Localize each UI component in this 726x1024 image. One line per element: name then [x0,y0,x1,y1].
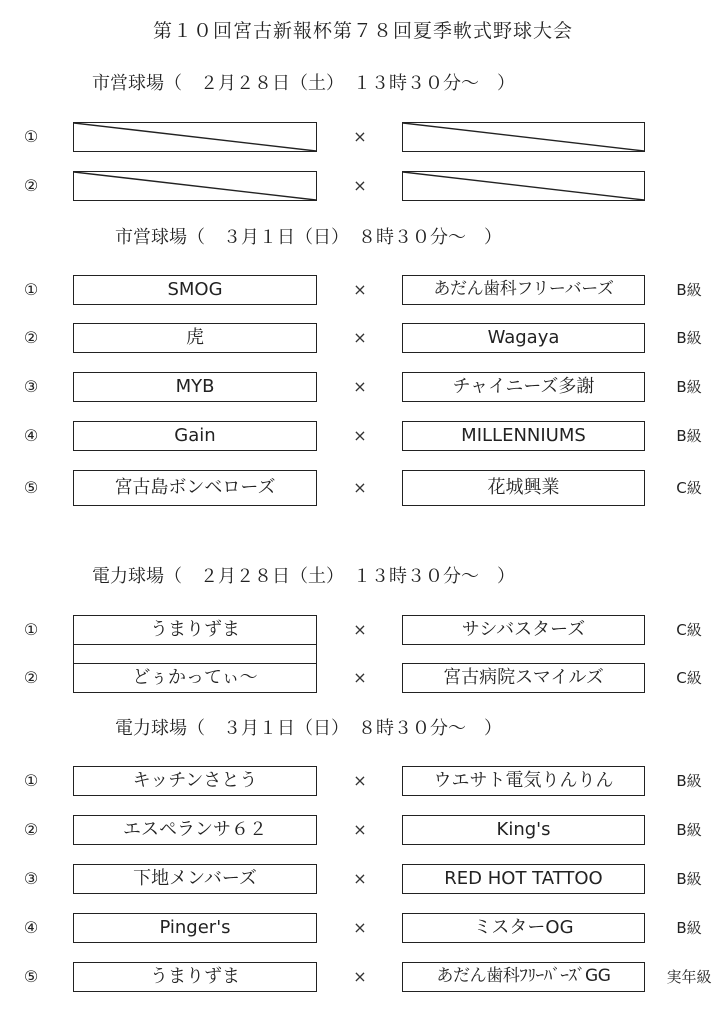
vs-symbol: × [353,280,367,299]
team-a-empty-slot [73,122,317,152]
vs-symbol: × [353,820,367,839]
match-number: ③ [23,869,39,888]
match-number: ⑤ [23,967,39,986]
vs-symbol: × [353,328,367,347]
team-a-name: キッチンさとう [73,766,317,796]
match-number: ① [23,280,39,299]
section-heading-city-0301: 市営球場（ ３月１日（日） ８時３０分～ ） [115,227,502,248]
team-b-name: チャイニーズ多謝 [402,372,645,402]
grade-label: C級 [676,621,702,639]
team-b-name: ミスターOG [402,913,645,943]
grade-label: B級 [676,870,702,888]
section-heading-power-0228: 電力球場（ ２月２８日（土） １３時３０分～ ） [92,566,515,587]
tournament-title: 第１０回宮古新報杯第７８回夏季軟式野球大会 [152,20,573,42]
vs-symbol: × [353,478,367,497]
diagonal-strike [74,172,316,200]
match-number: ③ [23,377,39,396]
match-number: ④ [23,426,39,445]
grade-label: B級 [676,329,702,347]
team-a-name: SMOG [73,275,317,305]
diagonal-strike [74,123,316,151]
vs-symbol: × [353,869,367,888]
match-number: ② [23,328,39,347]
vs-symbol: × [353,127,367,146]
section-heading-power-0301: 電力球場（ ３月１日（日） ８時３０分～ ） [115,718,502,739]
grade-label: C級 [676,479,702,497]
team-a-name: Pinger's [73,913,317,943]
team-b-empty-slot [402,171,645,201]
match-number: ② [23,176,39,195]
grade-label: B級 [676,378,702,396]
team-b-name: Wagaya [402,323,645,353]
vs-symbol: × [353,668,367,687]
team-b-name: ウエサト電気りんりん [402,766,645,796]
vs-symbol: × [353,377,367,396]
team-a-name: Gain [73,421,317,451]
match-number: ① [23,620,39,639]
team-a-name: 宮古島ボンベローズ [73,470,317,506]
team-a-name: 虎 [73,323,317,353]
team-b-name: サシバスターズ [402,615,645,645]
match-number: ⑤ [23,478,39,497]
team-b-name: 宮古病院スマイルズ [402,663,645,693]
team-b-name: King's [402,815,645,845]
team-b-name: 花城興業 [402,470,645,506]
vs-symbol: × [353,620,367,639]
grade-label: B級 [676,821,702,839]
vs-symbol: × [353,918,367,937]
match-number: ② [23,820,39,839]
team-b-name: あだん歯科フリーバーズ [402,275,645,305]
grade-label: 実年級 [666,968,712,986]
grade-label: B級 [676,772,702,790]
team-a-name: うまりずま [73,615,317,645]
team-a-name: エスペランサ６２ [73,815,317,845]
team-a-name: 下地メンバーズ [73,864,317,894]
team-b-empty-slot [402,122,645,152]
team-a-name: うまりずま [73,962,317,992]
diagonal-strike [403,123,644,151]
vs-symbol: × [353,771,367,790]
team-a-empty-slot [73,171,317,201]
match-number: ④ [23,918,39,937]
section-heading-city-0228: 市営球場（ ２月２８日（土） １３時３０分～ ） [92,73,515,94]
match-number: ① [23,127,39,146]
grade-label: C級 [676,669,702,687]
diagonal-strike [403,172,644,200]
match-number: ② [23,668,39,687]
team-b-name: MILLENNIUMS [402,421,645,451]
vs-symbol: × [353,176,367,195]
grade-label: B級 [676,427,702,445]
vs-symbol: × [353,967,367,986]
team-a-name: どぅかってぃ～ [73,663,317,693]
team-a-name: MYB [73,372,317,402]
grade-label: B級 [676,919,702,937]
grade-label: B級 [676,281,702,299]
team-b-name: RED HOT TATTOO [402,864,645,894]
match-number: ① [23,771,39,790]
row-divider [73,645,317,663]
team-b-name: あだん歯科ﾌﾘｰﾊﾞｰｽﾞGG [402,962,645,992]
vs-symbol: × [353,426,367,445]
